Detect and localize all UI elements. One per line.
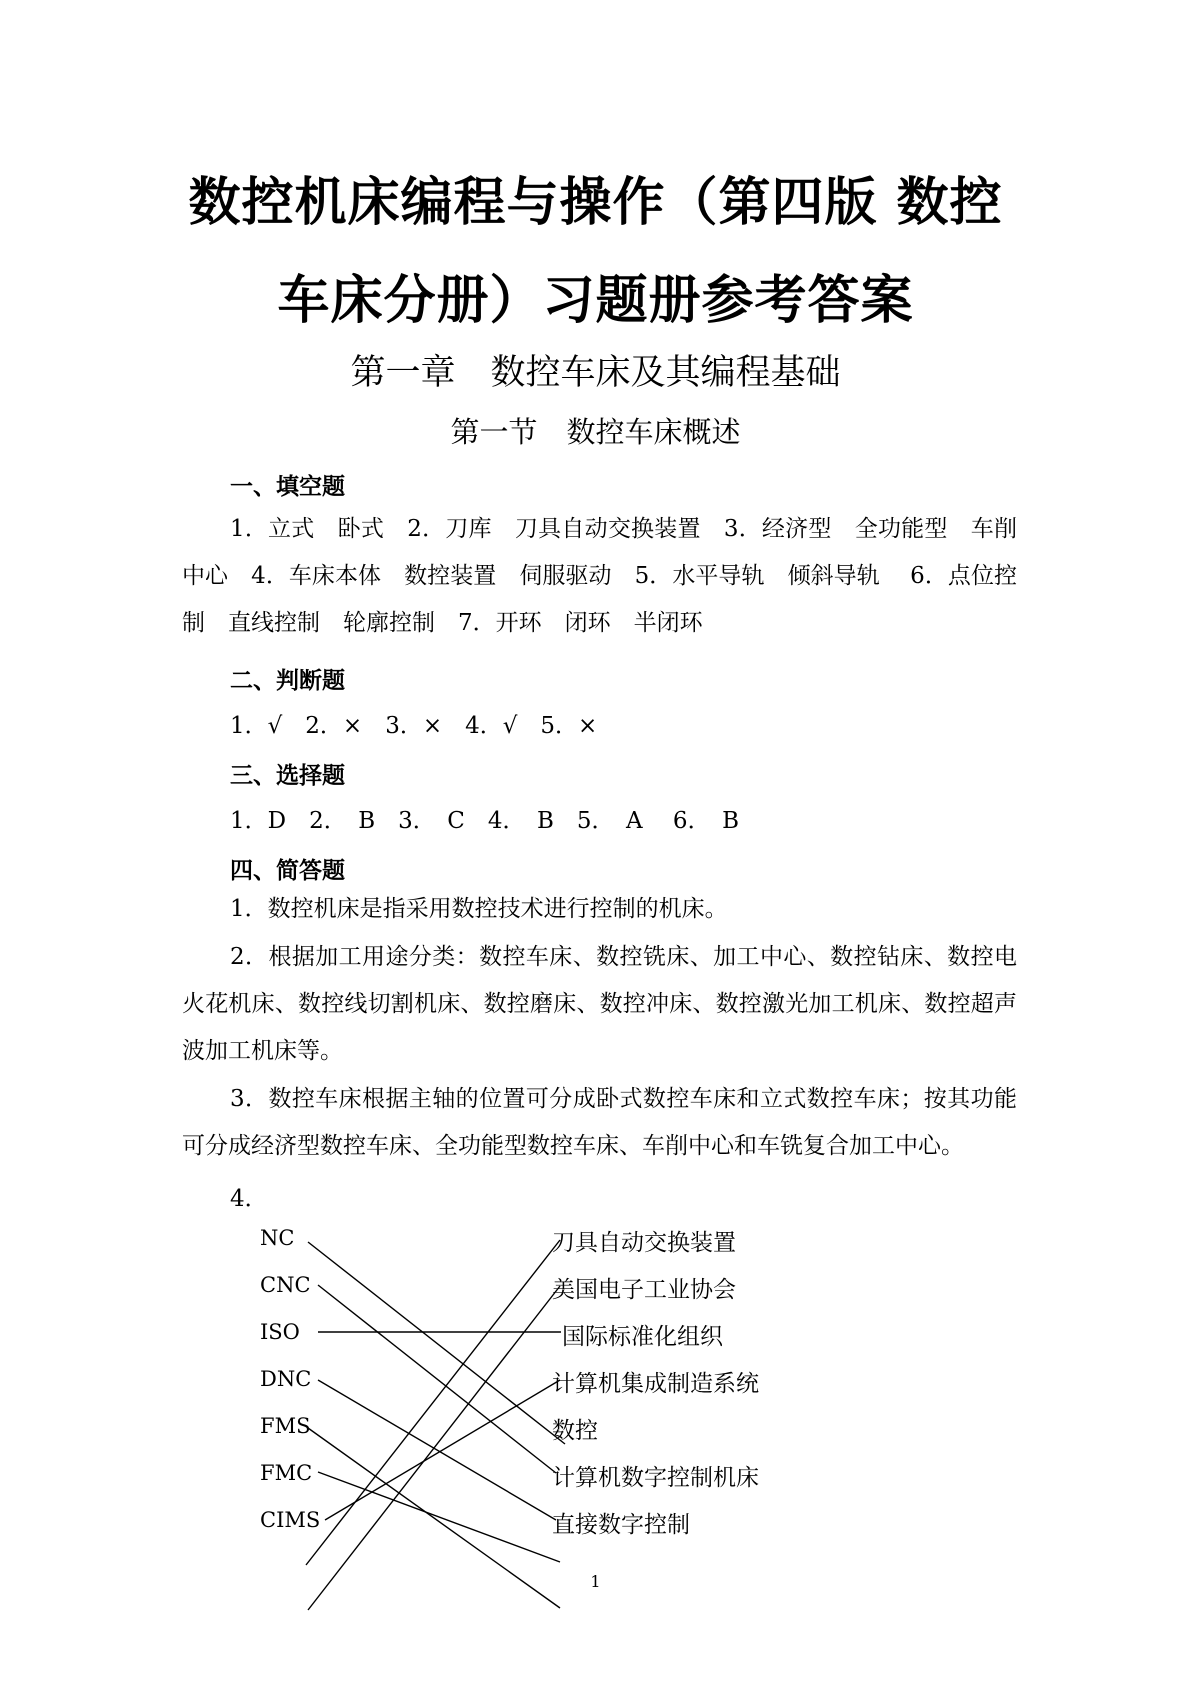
matching-right-item: 数控 [552,1418,598,1444]
short-answer-3: 3．数控车床根据主轴的位置可分成卧式数控车床和立式数控车床；按其功能可分成经济型数控车床、全功能型数控车床、车削中心和车铣复合加工中心。 [182,1086,1017,1159]
matching-left-item: CNC [260,1273,311,1297]
matching-left-item: ISO [260,1320,300,1344]
connector-line [308,1242,565,1444]
matching-left-item: CIMS [260,1508,321,1532]
short-answer-2: 2．根据加工用途分类：数控车床、数控铣床、加工中心、数控钻床、数控电火花机床、数控线切割机床、数控磨床、数控冲床、数控激光加工机床、数控超声波加工机床等。 [182,944,1017,1064]
short-answer-1: 1．数控机床是指采用数控技术进行控制的机床。 [230,896,728,922]
matching-right-item: 计算机数字控制机床 [552,1465,759,1491]
matching-left-item: FMC [260,1461,313,1485]
matching-left-item: NC [260,1226,295,1250]
connector-line [318,1472,560,1562]
matching-right-item: 刀具自动交换装置 [552,1230,736,1256]
choice-answers: 1．D 2． B 3． C 4． B 5． A 6． B [230,808,739,834]
choice-heading: 三、选择题 [230,763,345,789]
connector-line [318,1380,556,1520]
true-false-answers: 1．√ 2．× 3．× 4．√ 5．× [230,713,598,739]
connector-line [325,1380,560,1520]
matching-left-item: DNC [260,1367,312,1391]
connector-line [308,1286,560,1610]
document-title-line-2: 车床分册）习题册参考答案 [277,271,914,331]
matching-right-item: 计算机集成制造系统 [552,1371,759,1397]
page-number: 1 [590,1572,601,1591]
matching-right-item: 直接数字控制 [552,1512,690,1538]
matching-right-item: 美国电子工业协会 [552,1277,736,1303]
document-title-line-1: 数控机床编程与操作（第四版 数控 [188,173,1003,233]
short-answer-4-label: 4． [230,1186,268,1212]
matching-right-item: 国际标准化组织 [562,1324,723,1350]
fill-blank-answers: 1．立式 卧式 2．刀库 刀具自动交换装置 3．经济型 全功能型 车削中心 4．车床本体 数控装置 伺服驱动 5．水平导轨 倾斜导轨 6．点位控制 直线控制 轮廓控制 7．开环 闭环 半闭环 [182,516,1017,636]
chapter-heading: 第一章 数控车床及其编程基础 [350,353,841,393]
short-answer-heading: 四、简答题 [230,858,345,884]
true-false-heading: 二、判断题 [230,668,345,694]
matching-left-item: FMS [260,1414,311,1438]
fill-blank-heading: 一、填空题 [230,474,345,500]
section-heading: 第一节 数控车床概述 [450,415,741,449]
